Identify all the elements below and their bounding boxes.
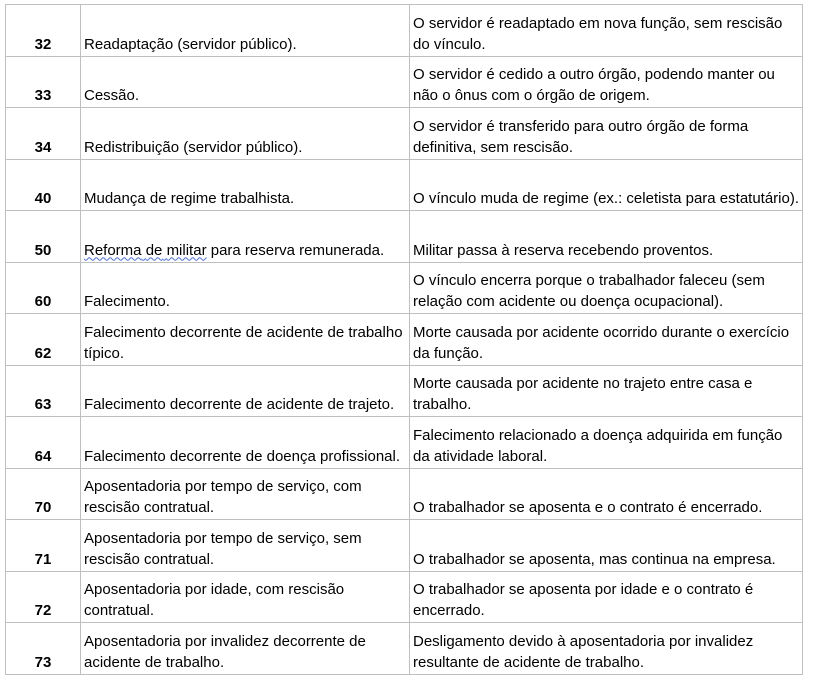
explanation-cell: Morte causada por acidente no trajeto entre casa e trabalho. — [410, 365, 803, 417]
table-row — [6, 5, 803, 57]
code-cell: 70 — [6, 468, 81, 520]
description-cell: Aposentadoria por tempo de serviço, com rescisão contratual. — [81, 468, 410, 520]
table-row — [6, 571, 803, 623]
code-cell: 73 — [6, 623, 81, 675]
code-cell: 50 — [6, 211, 81, 263]
table-row — [6, 417, 803, 469]
code-cell: 60 — [6, 262, 81, 314]
explanation-cell: O servidor é cedido a outro órgão, podendo manter ou não o ônus com o órgão de origem. — [410, 56, 803, 108]
description-cell: Aposentadoria por tempo de serviço, sem rescisão contratual. — [81, 520, 410, 572]
description-cell: Cessão. — [81, 56, 410, 108]
explanation-cell: O servidor é transferido para outro órgão de forma definitiva, sem rescisão. — [410, 108, 803, 160]
description-cell: Falecimento decorrente de acidente de trajeto. — [81, 365, 410, 417]
document-page — [5, 4, 803, 675]
description-cell: Falecimento decorrente de doença profissional. — [81, 417, 410, 469]
table-row — [6, 520, 803, 572]
explanation-cell: Desligamento devido à aposentadoria por invalidez resultante de acidente de trabalho. — [410, 623, 803, 675]
table-row — [6, 108, 803, 160]
explanation-cell: Militar passa à reserva recebendo proventos. — [410, 211, 803, 263]
explanation-cell: O trabalhador se aposenta por idade e o contrato é encerrado. — [410, 571, 803, 623]
explanation-cell: Falecimento relacionado a doença adquirida em função da atividade laboral. — [410, 417, 803, 469]
table-row — [6, 365, 803, 417]
code-cell: 62 — [6, 314, 81, 366]
description-cell: Readaptação (servidor público). — [81, 5, 410, 57]
code-cell: 33 — [6, 56, 81, 108]
table-row — [6, 262, 803, 314]
description-cell: Falecimento decorrente de acidente de trabalho típico. — [81, 314, 410, 366]
code-cell: 40 — [6, 159, 81, 211]
description-cell: Aposentadoria por invalidez decorrente de acidente de trabalho. — [81, 623, 410, 675]
explanation-cell: O vínculo muda de regime (ex.: celetista para estatutário). — [410, 159, 803, 211]
code-cell: 64 — [6, 417, 81, 469]
spellcheck-underlined-text[interactable]: Reforma de militar — [84, 241, 207, 259]
table-row — [6, 623, 803, 675]
code-cell: 72 — [6, 571, 81, 623]
explanation-cell: Morte causada por acidente ocorrido durante o exercício da função. — [410, 314, 803, 366]
explanation-cell: O trabalhador se aposenta, mas continua na empresa. — [410, 520, 803, 572]
termination-codes-table — [5, 4, 803, 675]
description-cell: Redistribuição (servidor público). — [81, 108, 410, 160]
code-cell: 32 — [6, 5, 81, 57]
table-row — [6, 211, 803, 263]
table-row — [6, 468, 803, 520]
code-cell: 71 — [6, 520, 81, 572]
explanation-cell: O servidor é readaptado em nova função, sem rescisão do vínculo. — [410, 5, 803, 57]
code-cell: 63 — [6, 365, 81, 417]
table-row — [6, 314, 803, 366]
explanation-cell: O vínculo encerra porque o trabalhador faleceu (sem relação com acidente ou doença ocupacional). — [410, 262, 803, 314]
table-row — [6, 56, 803, 108]
description-cell: Falecimento. — [81, 262, 410, 314]
code-cell: 34 — [6, 108, 81, 160]
description-cell: Reforma de militar para reserva remunerada. — [81, 211, 410, 263]
description-cell: Aposentadoria por idade, com rescisão contratual. — [81, 571, 410, 623]
table-row — [6, 159, 803, 211]
explanation-cell: O trabalhador se aposenta e o contrato é encerrado. — [410, 468, 803, 520]
description-cell: Mudança de regime trabalhista. — [81, 159, 410, 211]
